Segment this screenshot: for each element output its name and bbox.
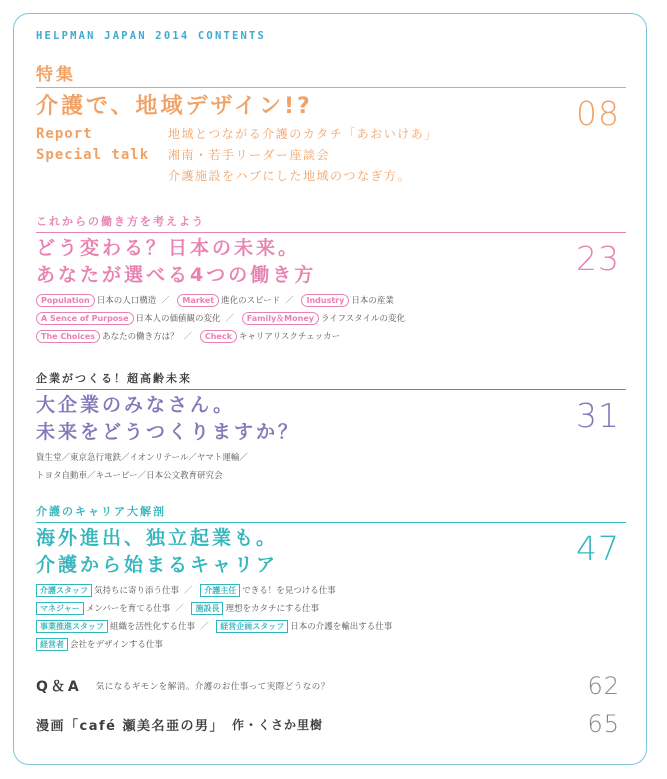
tag-check: Check: [200, 330, 237, 343]
work-headline-1[interactable]: どう変わる？日本の未来。: [36, 237, 301, 259]
tag-the-choices: The Choices: [36, 330, 100, 343]
career-tag-row-3: 事業推進スタッフ 組織を活性化する仕事 ／ 経営企画スタッフ 日本の介護を輸出する仕事: [36, 618, 626, 636]
special-talk-key: Special talk: [36, 147, 150, 163]
tag-population-text: 日本の人口構造: [96, 296, 157, 306]
tag-executive-text: 会社をデザインする仕事: [70, 640, 163, 650]
tag-family-money: Family＆Money: [242, 312, 319, 325]
qa-row[interactable]: [36, 672, 626, 700]
report-text: 地域とつながる介護のカタチ「あおいけあ」: [168, 127, 438, 141]
work-page-number: 23: [576, 239, 620, 278]
tag-management-planning: 経営企画スタッフ: [216, 620, 288, 633]
tag-management-planning-text: 日本の介護を輸出する仕事: [290, 622, 393, 632]
tag-care-chief-text: できる！を見つける仕事: [242, 586, 336, 596]
career-tag-row-4: [36, 636, 626, 654]
companies-headline-2[interactable]: 未来をどうつくりますか？: [36, 421, 301, 443]
tag-facility-director-text: 理想をカタチにする仕事: [225, 604, 319, 614]
tag-industry: Industry: [301, 294, 349, 307]
career-headline-1[interactable]: 海外進出、独立起業も。: [36, 527, 279, 549]
tag-market-text: 進化のスピード: [221, 296, 281, 306]
companies-headline-1[interactable]: 大企業のみなさん。: [36, 394, 236, 416]
page-header-title: HELPMAN JAPAN 2014 CONTENTS: [36, 30, 267, 42]
manga-label: 漫画「café 瀬美名亜の男」: [36, 718, 224, 734]
work-tag-row-2: A Sence of Purpose 日本人の価値観の変化 ／ Family＆Money ライフスタイルの変化: [36, 310, 626, 328]
feature-special-talk-row[interactable]: [36, 145, 626, 166]
feature-label: 特集: [36, 60, 626, 88]
special-talk-line-2: 介護施設をハブにした地域のつなぎ方。: [168, 169, 412, 183]
tag-market: Market: [177, 294, 219, 307]
tag-sense-of-purpose: A Sence of Purpose: [36, 312, 134, 325]
qa-text: 気になるギモンを解消。介護のお仕事って実際どうなの？: [95, 682, 330, 692]
tag-business-promotion: 事業推進スタッフ: [36, 620, 108, 633]
qa-page-number: 62: [587, 672, 620, 700]
career-tag-row-2: マネジャー メンバーを育てる仕事 ／ 施設長 理想をカタチにする仕事: [36, 600, 626, 618]
companies-page-number: 31: [576, 396, 620, 435]
tag-family-money-text: ライフスタイルの変化: [320, 314, 405, 324]
work-section: [36, 213, 626, 346]
special-talk-line-1: 湘南・若手リーダー座談会: [168, 148, 331, 162]
career-headline-2[interactable]: 介護から始まるキャリア: [36, 554, 279, 576]
companies-label: 企業がつくる！超高齢未来: [36, 370, 626, 390]
feature-section: [36, 60, 626, 187]
tag-the-choices-text: あなたの働き方は？: [102, 332, 179, 342]
tag-check-text: キャリアリスクチェッカー: [238, 332, 341, 342]
manga-author: 作・くさか里樹: [231, 717, 323, 732]
career-label: 介護のキャリア大解剖: [36, 503, 626, 523]
tag-facility-director: 施設長: [191, 602, 223, 615]
tag-population: Population: [36, 294, 95, 307]
feature-headline[interactable]: 介護で、地域デザイン!?: [36, 94, 313, 119]
qa-label: Q＆A: [36, 679, 82, 695]
feature-page-number: 08: [576, 94, 620, 133]
manga-page-number: 65: [587, 710, 620, 738]
career-page-number: 47: [576, 529, 620, 568]
companies-list-line-1: 資生堂／東京急行電鉄／イオンリテール／ヤマト運輸／: [36, 453, 248, 463]
tag-care-chief: 介護主任: [200, 584, 240, 597]
manga-row[interactable]: [36, 710, 626, 738]
career-section: [36, 503, 626, 654]
tag-sense-of-purpose-text: 日本人の価値観の変化: [135, 314, 221, 324]
tag-care-staff: 介護スタッフ: [36, 584, 92, 597]
tag-manager-text: メンバーを育てる仕事: [85, 604, 171, 614]
work-tag-row-1: Population 日本の人口構造 ／ Market 進化のスピード ／ Industry 日本の産業: [36, 292, 626, 310]
tag-executive: 経営者: [36, 638, 68, 651]
companies-list-line-2: トヨタ自動車／キユーピー／日本公文教育研究会: [36, 471, 223, 481]
work-headline-2[interactable]: あなたが選べる4つの働き方: [36, 264, 317, 286]
companies-section: [36, 370, 626, 485]
tag-industry-text: 日本の産業: [351, 296, 394, 306]
feature-report-row[interactable]: [36, 124, 626, 145]
report-key: Report: [36, 126, 93, 142]
work-label: これからの働き方を考えよう: [36, 213, 626, 233]
career-tag-row-1: 介護スタッフ 気持ちに寄り添う仕事 ／ 介護主任 できる！を見つける仕事: [36, 582, 626, 600]
tag-business-promotion-text: 組織を活性化する仕事: [110, 622, 196, 632]
tag-manager: マネジャー: [36, 602, 84, 615]
tag-care-staff-text: 気持ちに寄り添う仕事: [94, 586, 180, 596]
work-tag-row-3: The Choices あなたの働き方は？ ／ Check キャリアリスクチェッカー: [36, 328, 626, 346]
